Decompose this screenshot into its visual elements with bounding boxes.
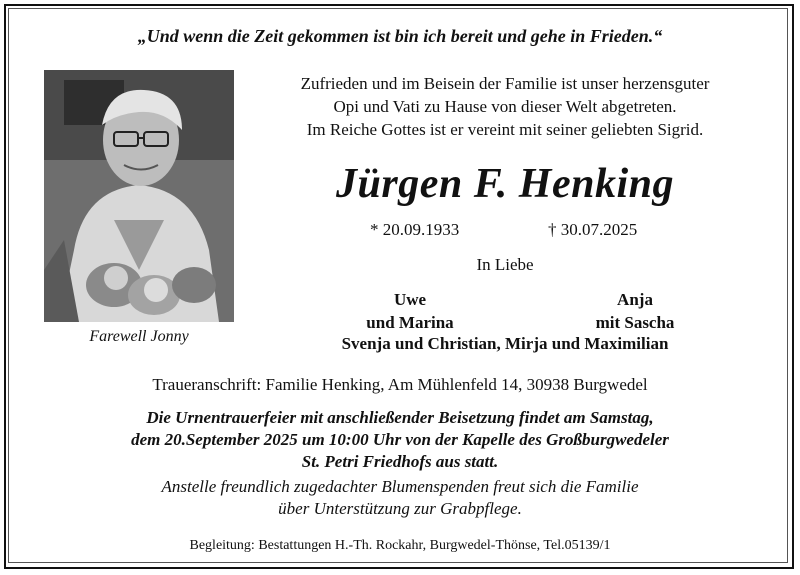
service-line: St. Petri Friedhofs aus statt.: [301, 452, 499, 471]
family-right: [560, 288, 710, 334]
service-line: Die Urnentrauerfeier mit anschließender Beisetzung findet am Samstag,: [146, 408, 654, 427]
intro-line: Opi und Vati zu Hause von dieser Welt abgetreten.: [333, 97, 677, 116]
grandchildren-line: Svenja und Christian, Mirja und Maximilian: [341, 334, 669, 353]
family-left: [330, 288, 490, 334]
flower-note: [0, 476, 800, 520]
funeral-home-footer: Begleitung: Bestattungen H.-Th. Rockahr, Burgwedel-Thönse, Tel.05139/1: [189, 538, 611, 553]
family-name: und Marina: [366, 313, 454, 332]
family-name: mit Sascha: [595, 313, 675, 332]
service-info: [0, 407, 800, 473]
service-line: dem 20.September 2025 um 10:00 Uhr von der Kapelle des Großburgwedeler: [131, 430, 669, 449]
mourning-address: Traueranschrift: Familie Henking, Am Mühlenfeld 14, 30938 Burgwedel: [152, 375, 648, 394]
intro-line: Zufrieden und im Beisein der Familie ist unser herzensguter: [300, 74, 710, 93]
portrait-image: [44, 70, 234, 322]
portrait-photo: [44, 70, 234, 322]
intro-text: [255, 72, 755, 141]
family-name: Anja: [617, 290, 653, 309]
motto-quote: „Und wenn die Zeit gekommen ist bin ich bereit und gehe in Frieden.“: [137, 26, 663, 46]
photo-caption: Farewell Jonny: [89, 328, 189, 345]
intro-line: Im Reiche Gottes ist er vereint mit seiner geliebten Sigrid.: [306, 120, 704, 139]
flower-line: Anstelle freundlich zugedachter Blumenspenden freut sich die Familie: [161, 477, 639, 496]
death-date: † 30.07.2025: [548, 220, 638, 239]
birth-date: * 20.09.1933: [370, 220, 460, 239]
deceased-name: Jürgen F. Henking: [336, 161, 674, 207]
flower-line: über Unterstützung zur Grabpflege.: [278, 499, 522, 518]
family-name: Uwe: [393, 290, 427, 309]
in-love-line: In Liebe: [476, 255, 534, 274]
